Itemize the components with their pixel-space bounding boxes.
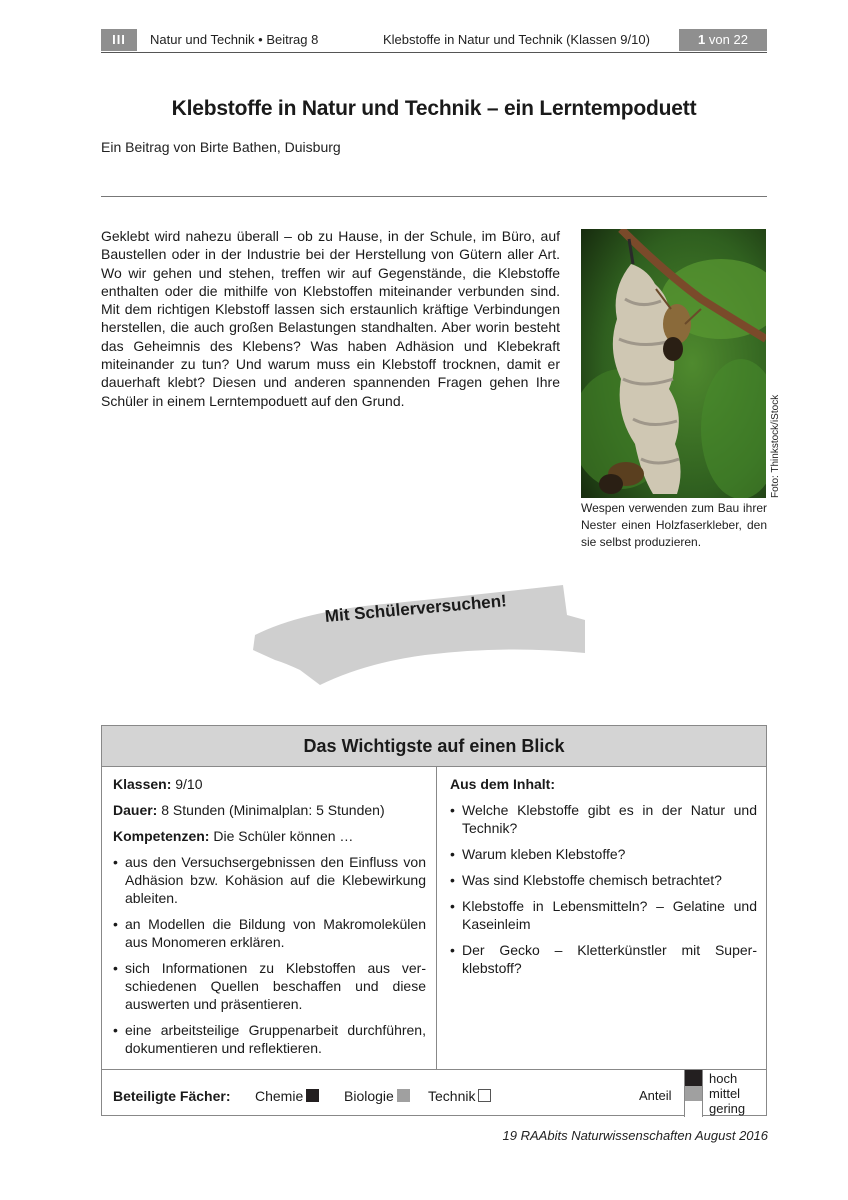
photo-caption: Wespen verwenden zum Bau ihrer Nester einen Holzfaserkleber, den sie selbst produzieren.: [581, 501, 767, 549]
subject-technik: [428, 1088, 491, 1104]
page-total: von 22: [708, 32, 748, 47]
klassen-value: 9/10: [171, 776, 203, 792]
list-item: • Der Gecko – Kletterkünstler mit Superklebstoff?: [450, 941, 757, 977]
kompetenzen-list: [113, 853, 426, 1057]
subjects-label: Beteiligte Fächer:: [113, 1088, 231, 1104]
overview-right-column: [437, 767, 767, 1069]
series-label: Natur und Technik • Beitrag 8: [150, 32, 319, 47]
page-current: 1: [698, 32, 706, 47]
wasp-nest-image: [581, 229, 766, 498]
divider: [101, 196, 767, 197]
page-indicator: [679, 29, 767, 51]
subject-chemie: [255, 1088, 319, 1104]
share-medium-icon: [397, 1089, 410, 1102]
list-item: • an Modellen die Bildung von Makromolekülen aus Monomeren erklären.: [113, 915, 426, 951]
klassen-label: Klassen:: [113, 776, 172, 792]
page-title: Klebstoffe in Natur und Technik – ein Lerntempoduett: [171, 97, 697, 120]
list-item: • Was sind Klebstoffe chemisch betrachtet?: [450, 871, 757, 889]
list-item: • aus den Versuchsergebnissen den Einfluss von Adhäsion bzw. Kohäsion auf die Klebewirkung ableiten.: [113, 853, 426, 907]
legend-label-medium: mittel: [709, 1086, 741, 1101]
author-line: Ein Beitrag von Birte Bathen, Duisburg: [101, 139, 341, 155]
subject-name: Technik: [428, 1088, 476, 1104]
subject-biologie: [344, 1088, 410, 1104]
list-item: • Warum kleben Klebstoffe?: [450, 845, 757, 863]
subject-name: Biologie: [344, 1088, 394, 1104]
topic-label: Klebstoffe in Natur und Technik (Klassen 9/10): [383, 32, 650, 47]
kompetenzen-line: [113, 827, 426, 845]
inhalt-label: Aus dem Inhalt:: [450, 776, 556, 792]
dauer-label: Dauer:: [113, 802, 158, 818]
page-footer: 19 RAAbits Naturwissenschaften August 2016: [502, 1128, 768, 1143]
photo-credit: Foto: Thinkstock/iStock: [770, 394, 781, 498]
dauer-line: [113, 801, 426, 819]
share-low-icon: [478, 1089, 491, 1102]
list-item: • Welche Klebstoffe gibt es in der Natur und Technik?: [450, 801, 757, 837]
share-label: Anteil: [639, 1088, 672, 1103]
legend-swatch-low: [685, 1101, 702, 1117]
list-item: • eine arbeitsteilige Gruppenarbeit durchführen, dokumentieren und reflektieren.: [113, 1021, 426, 1057]
volume-badge: III: [101, 29, 137, 51]
legend-swatch-medium: [685, 1086, 702, 1101]
share-legend-swatches: [684, 1070, 703, 1117]
overview-box: [101, 725, 767, 1116]
overview-heading: Das Wichtigste auf einen Blick: [102, 726, 766, 767]
legend-label-high: hoch: [709, 1071, 738, 1086]
list-item: • Klebstoffe in Lebensmitteln? – Gelatine und Kaseinleim: [450, 897, 757, 933]
legend-swatch-high: [685, 1070, 702, 1086]
subjects-row: [102, 1069, 766, 1117]
dauer-value: 8 Stunden (Minimalplan: 5 Stunden): [157, 802, 385, 818]
subject-name: Chemie: [255, 1088, 304, 1104]
list-item: • sich Informationen zu Klebstoffen aus verschiedenen Quellen beschaffen und diese auswerten und präsentieren.: [113, 959, 426, 1013]
running-header: [101, 29, 767, 53]
inhalt-list: [450, 801, 757, 977]
kompetenzen-label: Kompetenzen:: [113, 828, 210, 844]
banner-shape: [245, 575, 585, 690]
kompetenzen-value: Die Schüler können …: [209, 828, 354, 844]
overview-left-column: [102, 767, 437, 1069]
banner-label: Mit Schülerversuchen!: [324, 591, 508, 626]
inhalt-heading: [450, 775, 757, 793]
wasp-nest-photo: [581, 229, 766, 498]
intro-paragraph: Geklebt wird nahezu überall – ob zu Hause, in der Schule, im Büro, auf Baustellen oder in der Industrie bei der Herstellung von Gütern aller Art. Wo wir gehen und stehen, treffen wir auf Gegenstände, die Klebstoffe enthalten oder die mithilfe von Klebstoffen miteinander verbunden sind. Mit dem richtigen Klebstoff lassen sich erstaunlich kräftige Verbindungen herstellen, die auch großen Belastungen standhalten. Aber worin besteht das Geheimnis des Klebens? Was haben Adhäsion und Klebekraft miteinander zu tun? Und warum muss ein Klebstoff trocknen, damit er dauerhaft klebt? Diesen und anderen spannenden Fragen gehen Ihre Schüler in einem Lerntempoduett auf den Grund.: [101, 228, 560, 409]
legend-label-low: gering: [709, 1101, 746, 1116]
share-legend-labels: [709, 1071, 745, 1116]
share-high-icon: [306, 1089, 319, 1102]
klassen-line: [113, 775, 426, 793]
